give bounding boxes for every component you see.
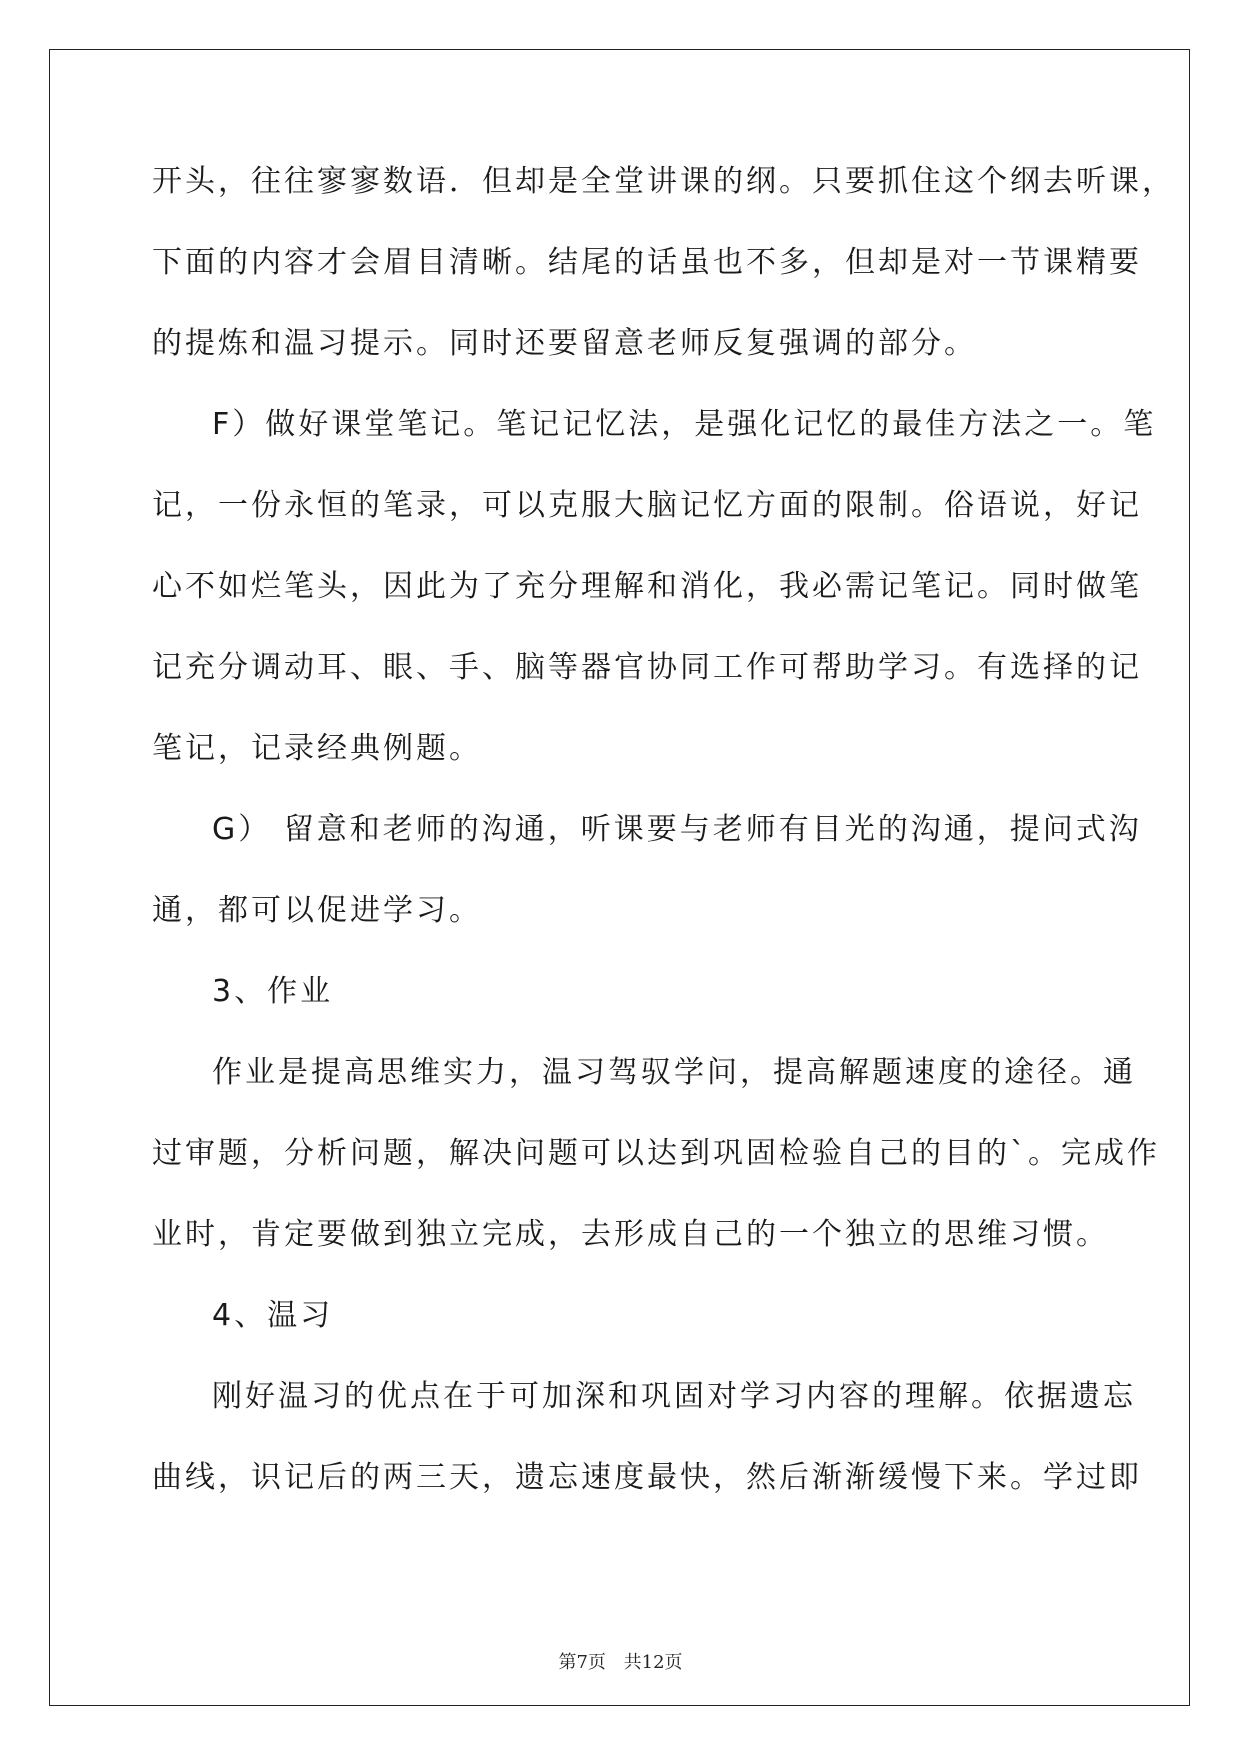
text-line-5: 记，一份永恒的笔录，可以克服大脑记忆方面的限制。俗语说，好记 [152, 488, 1142, 523]
text-line-13: 过审题，分析问题，解决问题可以达到巩固检验自己的目的`。完成作 [152, 1136, 1160, 1171]
text-line-17: 曲线，识记后的两三天，遗忘速度最快，然后渐渐缓慢下来。学过即 [152, 1460, 1142, 1495]
text-line-6: 心不如烂笔头，因此为了充分理解和消化，我必需记笔记。同时做笔 [152, 569, 1142, 604]
text-line-10: 通，都可以促进学习。 [152, 893, 482, 928]
current-page-label: 第7页 [558, 1652, 606, 1673]
text-line-4: F）做好课堂笔记。笔记记忆法，是强化记忆的最佳方法之一。笔 [212, 407, 1157, 442]
text-line-3: 的提炼和温习提示。同时还要留意老师反复强调的部分。 [152, 326, 977, 361]
text-line-9: G） 留意和老师的沟通，听课要与老师有目光的沟通，提问式沟 [212, 812, 1142, 847]
document-body [152, 162, 1175, 1539]
text-line-7: 记充分调动耳、眼、手、脑等器官协同工作可帮助学习。有选择的记 [152, 650, 1142, 685]
text-line-1: 开头，往往寥寥数语．但却是全堂讲课的纲。只要抓住这个纲去听课， [152, 164, 1175, 199]
text-line-16: 刚好温习的优点在于可加深和巩固对学习内容的理解。依据遗忘 [212, 1379, 1136, 1414]
section-heading-review: 4、温习 [212, 1298, 334, 1333]
text-line-8: 笔记，记录经典例题。 [152, 731, 482, 766]
text-line-2: 下面的内容才会眉目清晰。结尾的话虽也不多，但却是对一节课精要 [152, 245, 1142, 280]
text-line-12: 作业是提高思维实力，温习驾驭学问，提高解题速度的途径。通 [212, 1055, 1136, 1090]
text-line-14: 业时，肯定要做到独立完成，去形成自己的一个独立的思维习惯。 [152, 1217, 1109, 1252]
total-pages-label: 共12页 [623, 1652, 683, 1673]
page-footer [0, 1648, 1241, 1674]
section-heading-homework: 3、作业 [212, 974, 334, 1009]
